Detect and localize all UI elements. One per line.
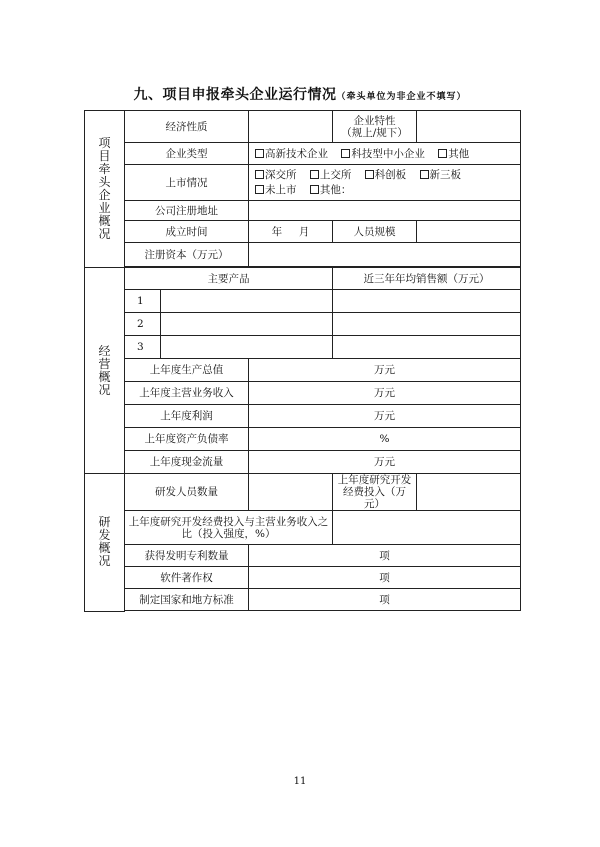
registered-capital-field[interactable] (249, 243, 521, 267)
product-name-field[interactable] (161, 336, 333, 359)
founded-time-field[interactable]: 年 月 (249, 221, 333, 243)
registered-address-label: 公司注册地址 (125, 201, 249, 221)
checkbox-icon (255, 170, 264, 179)
page-title (0, 84, 600, 104)
rnd-investment-label: 上年度研究开发经费投入（万元） (333, 474, 417, 511)
checkbox-icon (365, 170, 374, 179)
economic-nature-field[interactable] (249, 111, 333, 143)
checkbox-icon (341, 149, 350, 158)
checkbox-icon (310, 170, 319, 179)
enterprise-type-options (249, 143, 521, 165)
page-number: 11 (293, 776, 307, 787)
registered-capital-label: 注册资本（万元） (125, 243, 249, 267)
product-row-number: 3 (125, 336, 161, 359)
product-sales-field[interactable] (333, 313, 521, 336)
gross-output-field[interactable]: 万元 (249, 359, 521, 382)
enterprise-operation-form (84, 110, 521, 612)
title-note: （牵头单位为非企业不填写） (336, 92, 467, 102)
debt-ratio-label: 上年度资产负债率 (125, 428, 249, 451)
software-field[interactable]: 项 (249, 567, 521, 589)
rnd-section-heading: 研发概况 (85, 474, 125, 612)
type-option-hightech[interactable]: 高新技术企业 (255, 148, 328, 160)
listing-status-options (249, 165, 521, 201)
rnd-staff-label: 研发人员数量 (125, 474, 249, 511)
checkbox-icon (310, 185, 319, 194)
avg-sales-header: 近三年年均销售额（万元） (333, 268, 521, 290)
standards-field[interactable]: 项 (249, 589, 521, 611)
product-sales-field[interactable] (333, 336, 521, 359)
product-row-number: 2 (125, 313, 161, 336)
product-sales-field[interactable] (333, 290, 521, 313)
listing-option-szse[interactable]: 深交所 (255, 169, 297, 181)
founded-time-label: 成立时间 (125, 221, 249, 243)
checkbox-icon (255, 185, 264, 194)
product-row-number: 1 (125, 290, 161, 313)
checkbox-icon (438, 149, 447, 158)
checkbox-icon (255, 149, 264, 158)
enterprise-feature-label: 企业特性 （规上/规下） (333, 111, 417, 143)
operation-section-heading: 经营概况 (85, 268, 125, 474)
debt-ratio-field[interactable]: % (249, 428, 521, 451)
software-label: 软件著作权 (125, 567, 249, 589)
type-option-tech-sme[interactable]: 科技型中小企业 (341, 148, 425, 160)
staff-size-field[interactable] (417, 221, 521, 243)
listing-option-other[interactable]: 其他： (310, 184, 352, 196)
economic-nature-label: 经济性质 (125, 111, 249, 143)
rnd-intensity-field[interactable] (333, 511, 521, 545)
type-option-other[interactable]: 其他 (438, 148, 469, 160)
rnd-staff-field[interactable] (249, 474, 333, 511)
main-revenue-field[interactable]: 万元 (249, 382, 521, 405)
product-name-field[interactable] (161, 290, 333, 313)
checkbox-icon (420, 170, 429, 179)
profit-field[interactable]: 万元 (249, 405, 521, 428)
cash-flow-field[interactable]: 万元 (249, 451, 521, 474)
cash-flow-label: 上年度现金流量 (125, 451, 249, 474)
main-revenue-label: 上年度主营业务收入 (125, 382, 249, 405)
listing-option-star[interactable]: 科创板 (365, 169, 407, 181)
rnd-intensity-label: 上年度研究开发经费投入与主营业务收入之比（投入强度，%） (125, 511, 333, 545)
staff-size-label: 人员规模 (333, 221, 417, 243)
enterprise-type-label: 企业类型 (125, 143, 249, 165)
listing-option-unlisted[interactable]: 未上市 (255, 184, 297, 196)
enterprise-feature-field[interactable] (417, 111, 521, 143)
listing-option-sse[interactable]: 上交所 (310, 169, 352, 181)
profit-label: 上年度利润 (125, 405, 249, 428)
listing-status-label: 上市情况 (125, 165, 249, 201)
gross-output-label: 上年度生产总值 (125, 359, 249, 382)
company-section-heading: 项目牵头企业概况 (85, 111, 125, 268)
product-name-field[interactable] (161, 313, 333, 336)
title-text: 九、项目申报牵头企业运行情况 (133, 87, 337, 103)
patents-label: 获得发明专利数量 (125, 545, 249, 567)
patents-field[interactable]: 项 (249, 545, 521, 567)
rnd-investment-field[interactable] (417, 474, 521, 511)
registered-address-field[interactable] (249, 201, 521, 221)
listing-option-neeq[interactable]: 新三板 (420, 169, 462, 181)
standards-label: 制定国家和地方标准 (125, 589, 249, 611)
main-products-header: 主要产品 (125, 268, 333, 290)
